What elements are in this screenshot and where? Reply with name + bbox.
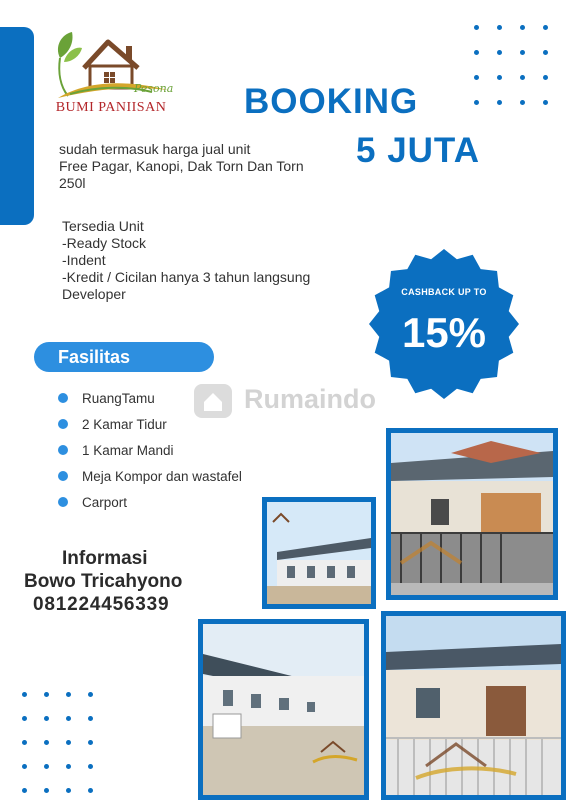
description-line: 250l [59,175,86,191]
booking-amount: 5 JUTA [356,131,480,170]
logo-brand-text: BUMI PANIISAN [55,100,167,115]
cashback-label: CASHBACK UP TO [401,287,487,297]
contact-phone: 081224456339 [33,594,170,615]
watermark-text: Rumaindo [244,384,376,414]
facilities-title: Fasilitas [58,347,131,367]
price-description [59,141,339,192]
bullet-icon [58,471,68,481]
bullet-icon [58,419,68,429]
contact-heading: Informasi [62,548,148,569]
description-line: Free Pagar, Kanopi, Dak Torn Dan Torn [59,158,304,174]
contact-name: Bowo Tricahyono [24,571,183,592]
bullet-icon [58,445,68,455]
list-item [58,463,242,489]
logo-script-text: Pesona [134,82,174,95]
house-photo-row [262,497,376,609]
booking-headline: BOOKING [244,82,419,121]
facility-label: RuangTamu [82,390,155,406]
facility-label: Carport [82,494,128,510]
bullet-icon [58,393,68,403]
availability-line: Developer [62,286,126,302]
dot-grid-decoration-top [474,25,548,105]
house-photo-street [198,619,369,800]
cashback-value: 15% [401,309,487,356]
house-icon [192,378,234,420]
facility-label: 2 Kamar Tidur [82,416,167,432]
house-photo-gate [381,611,566,800]
dot-grid-decoration-bottom [22,692,93,793]
house-photo-front [386,428,558,600]
facility-label: 1 Kamar Mandi [82,442,174,458]
unit-availability [62,218,352,303]
left-accent-bar [0,27,34,225]
availability-line: Tersedia Unit [62,218,144,234]
availability-line: -Ready Stock [62,235,147,251]
facility-label: Meja Kompor dan wastafel [82,468,242,484]
availability-line: -Kredit / Cicilan hanya 3 tahun langsung [62,269,311,285]
bullet-icon [58,497,68,507]
list-item [58,437,242,463]
description-line: sudah termasuk harga jual unit [59,141,251,157]
list-item [58,489,242,515]
availability-line: -Indent [62,252,106,268]
